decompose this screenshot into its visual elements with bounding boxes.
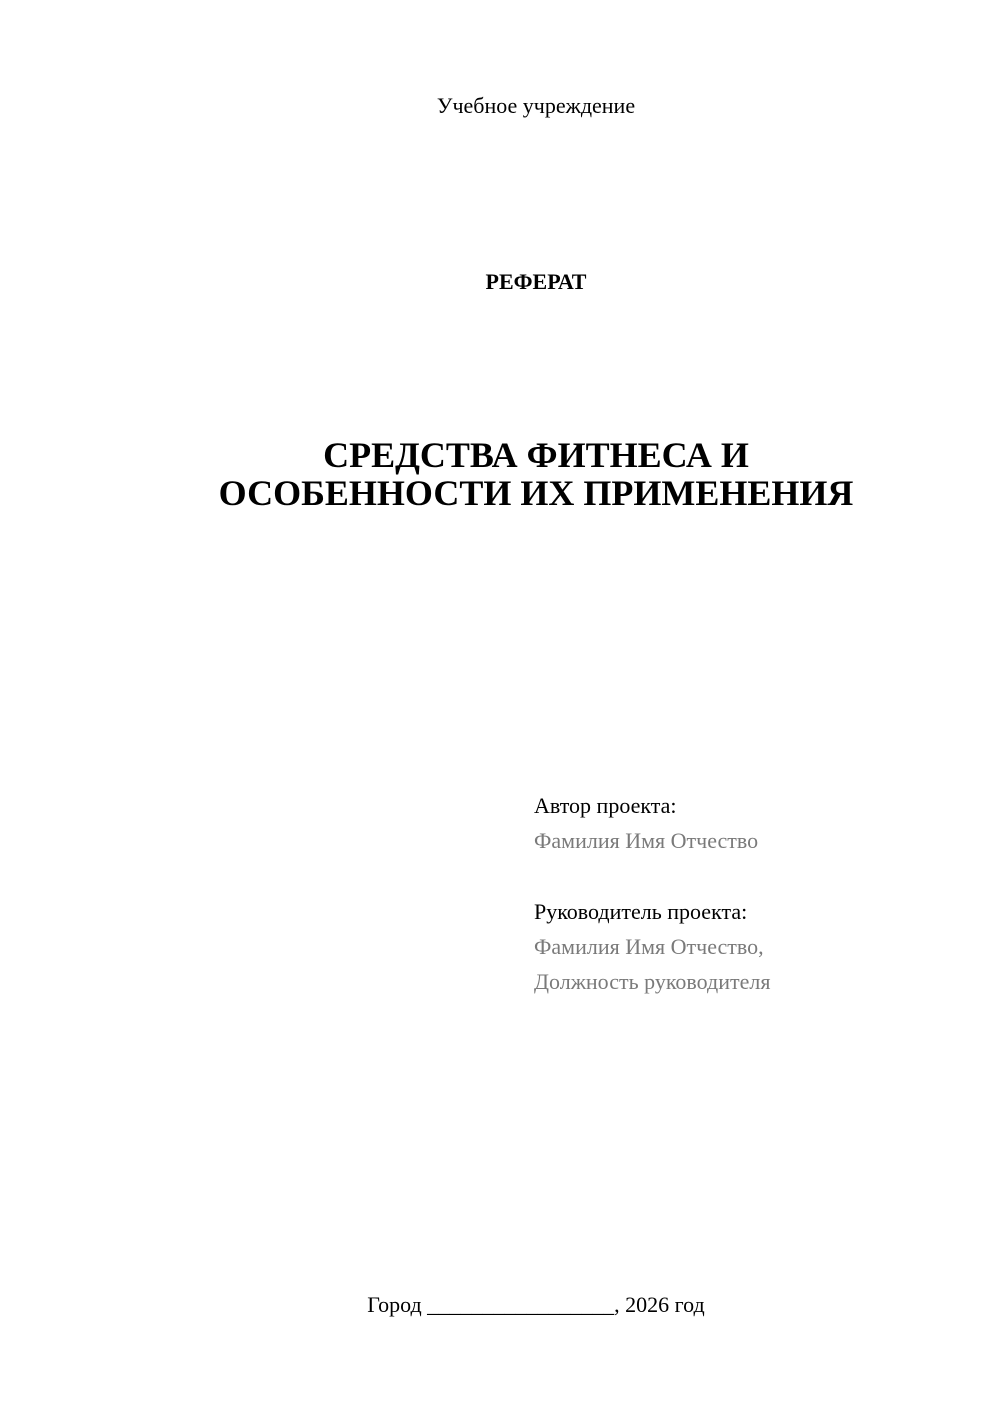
supervisor-name: Фамилия Имя Отчество, [534,934,764,959]
supervisor-position: Должность руководителя [534,969,771,994]
author-label: Автор проекта: [534,793,677,818]
author-name: Фамилия Имя Отчество [534,828,759,853]
institution-name: Учебное учреждение [436,93,636,118]
supervisor-label: Руководитель проекта: [534,899,748,924]
city-year-line: Город _________________, 2026 год [367,1292,705,1317]
credits-block [534,788,974,999]
title-line: СРЕДСТВА ФИТНЕСА И [323,435,749,475]
title-line: ОСОБЕННОСТИ ИХ ПРИМЕНЕНИЯ [218,473,854,513]
document-title [0,436,1000,512]
credits-spacer [534,858,974,894]
document-type: РЕФЕРАТ [485,269,587,294]
